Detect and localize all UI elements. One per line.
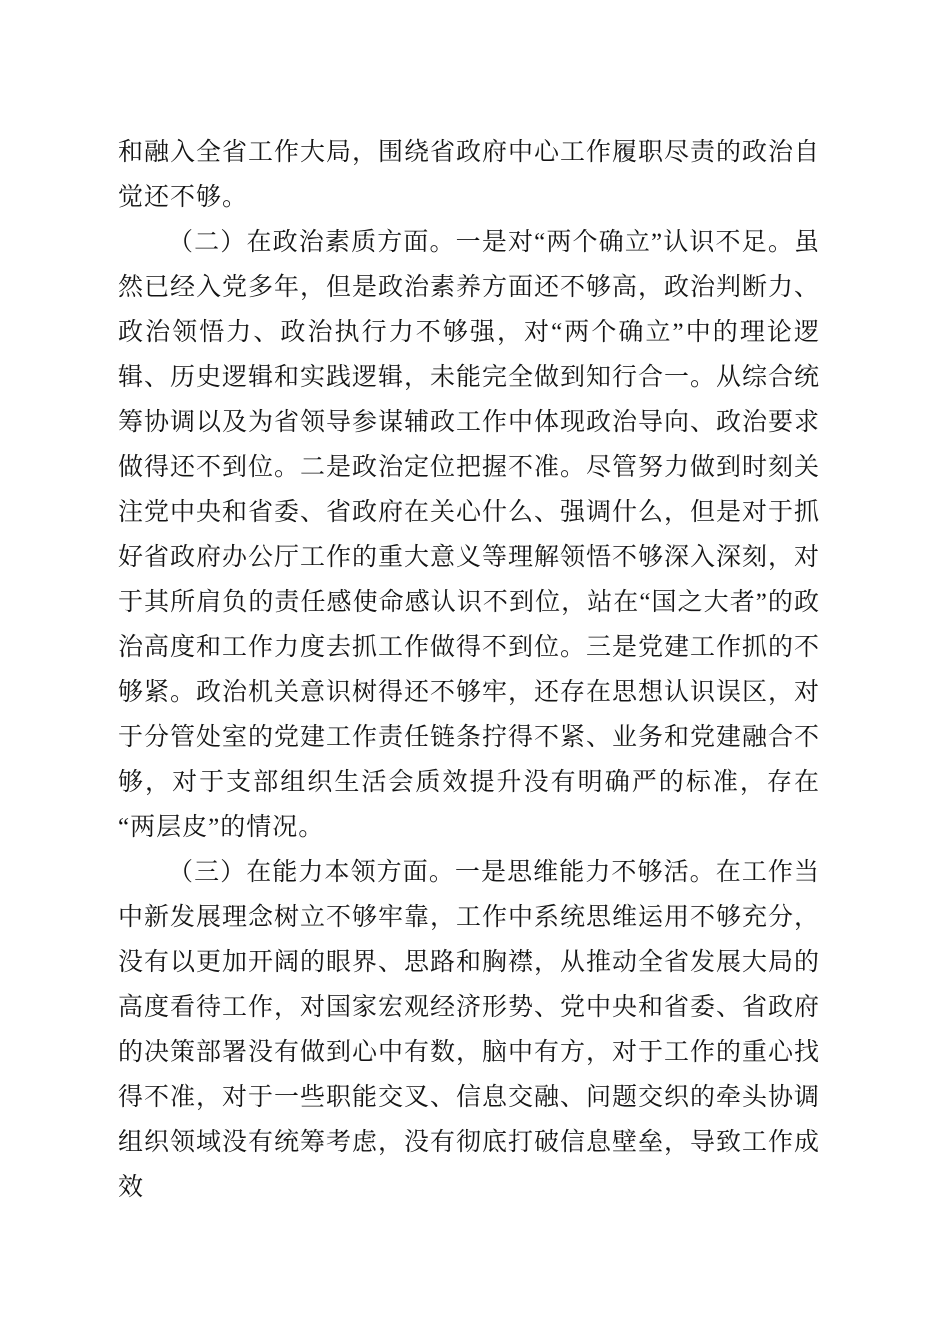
paragraph-section-3: （三）在能力本领方面。一是思维能力不够活。在工作当中新发展理念树立不够牢靠，工作中系统思维运用不够充分，没有以更加开阔的眼界、思路和胸襟，从推动全省发展大局的高度看待工作，对国家宏观经济形势、党中央和省委、省政府的决策部署没有做到心中有数，脑中有方，对于工作的重心找得不准，对于一些职能交叉、信息交融、问题交织的牵头协调组织领域没有统筹考虑，没有彻底打破信息壁垒，导致工作成效 bbox=[118, 859, 821, 1201]
paragraph-continuation: 和融入全省工作大局，围绕省政府中心工作履职尽责的政治自觉还不够。 bbox=[118, 139, 821, 211]
document-text-block bbox=[118, 130, 820, 1210]
paragraph-section-2: （二）在政治素质方面。一是对“两个确立”认识不足。虽然已经入党多年，但是政治素养方面还不够高，政治判断力、政治领悟力、政治执行力不够强，对“两个确立”中的理论逻辑、历史逻辑和实践逻辑，未能完全做到知行合一。从综合统筹协调以及为省领导参谋辅政工作中体现政治导向、政治要求做得还不到位。二是政治定位把握不准。尽管努力做到时刻关注党中央和省委、省政府在关心什么、强调什么，但是对于抓好省政府办公厅工作的重大意义等理解领悟不够深入深刻，对于其所肩负的责任感使命感认识不到位，站在“国之大者”的政治高度和工作力度去抓工作做得不到位。三是党建工作抓的不够紧。政治机关意识树得还不够牢，还存在思想认识误区，对于分管处室的党建工作责任链条拧得不紧、业务和党建融合不够，对于支部组织生活会质效提升没有明确严的标准，存在“两层皮”的情况。 bbox=[118, 229, 821, 841]
